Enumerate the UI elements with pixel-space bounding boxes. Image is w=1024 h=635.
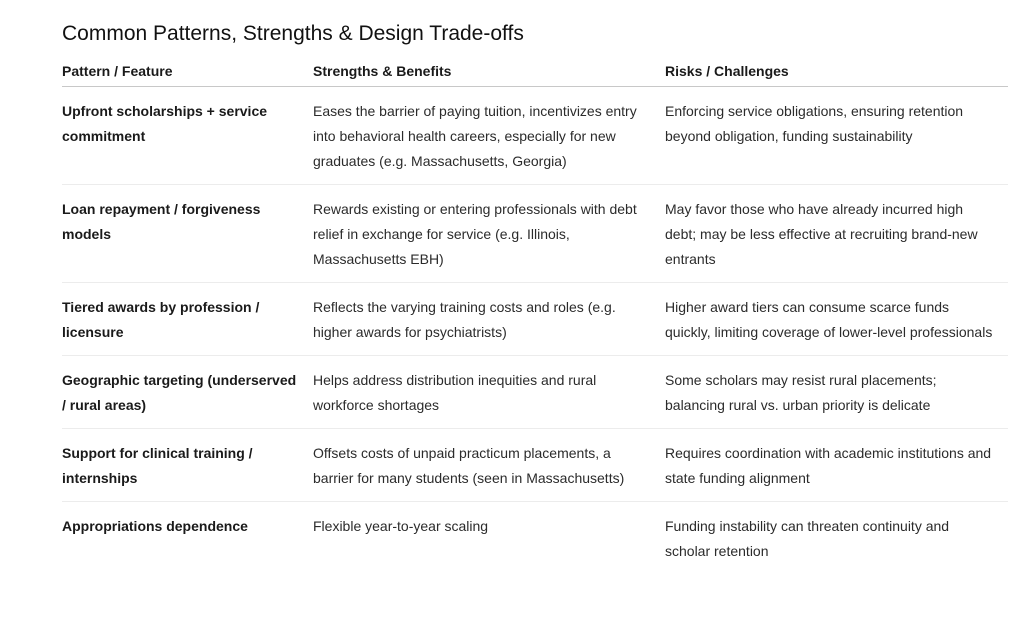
cell-strengths: Eases the barrier of paying tuition, incentivizes entry into behavioral health careers, especially for new graduates (e.g. Massachusetts, Georgia)	[313, 87, 665, 185]
cell-strengths: Helps address distribution inequities and rural workforce shortages	[313, 356, 665, 429]
table-row	[62, 185, 1008, 283]
cell-risks: Funding instability can threaten continuity and scholar retention	[665, 518, 950, 559]
table-header-row	[62, 58, 1008, 87]
cell-strengths: Flexible year-to-year scaling	[313, 518, 489, 534]
header-pattern: Pattern / Feature	[62, 58, 313, 87]
cell-risks: Enforcing service obligations, ensuring retention beyond obligation, funding sustainability	[665, 87, 1008, 185]
section-title: Common Patterns, Strengths & Design Trade-offs	[62, 22, 524, 45]
cell-pattern: Geographic targeting (underserved / rural areas)	[62, 356, 313, 429]
header-risks: Risks / Challenges	[665, 58, 1008, 87]
cell-pattern: Appropriations dependence	[62, 518, 248, 534]
table-row	[62, 283, 1008, 356]
table-row	[62, 87, 1008, 185]
table-row	[62, 356, 1008, 429]
patterns-table	[62, 58, 1008, 574]
table-row	[62, 502, 1008, 575]
cell-risks: Some scholars may resist rural placements; balancing rural vs. urban priority is delicate	[665, 356, 1008, 429]
header-strengths: Strengths & Benefits	[313, 58, 665, 87]
cell-pattern: Upfront scholarships + service commitment	[62, 87, 313, 185]
cell-strengths: Reflects the varying training costs and roles (e.g. higher awards for psychiatrists)	[313, 283, 665, 356]
cell-risks: Higher award tiers can consume scarce funds quickly, limiting coverage of lower-level professionals	[665, 283, 1008, 356]
table-row	[62, 429, 1008, 502]
cell-pattern: Tiered awards by profession / licensure	[62, 283, 313, 356]
cell-risks: Requires coordination with academic institutions and state funding alignment	[665, 429, 1008, 502]
cell-strengths: Offsets costs of unpaid practicum placements, a barrier for many students (seen in Massachusetts)	[313, 429, 665, 502]
cell-strengths: Rewards existing or entering professionals with debt relief in exchange for service (e.g. Illinois, Massachusetts EBH)	[313, 185, 665, 283]
cell-risks: May favor those who have already incurred high debt; may be less effective at recruiting brand-new entrants	[665, 185, 1008, 283]
cell-pattern: Support for clinical training / internships	[62, 429, 313, 502]
cell-pattern: Loan repayment / forgiveness models	[62, 185, 313, 283]
